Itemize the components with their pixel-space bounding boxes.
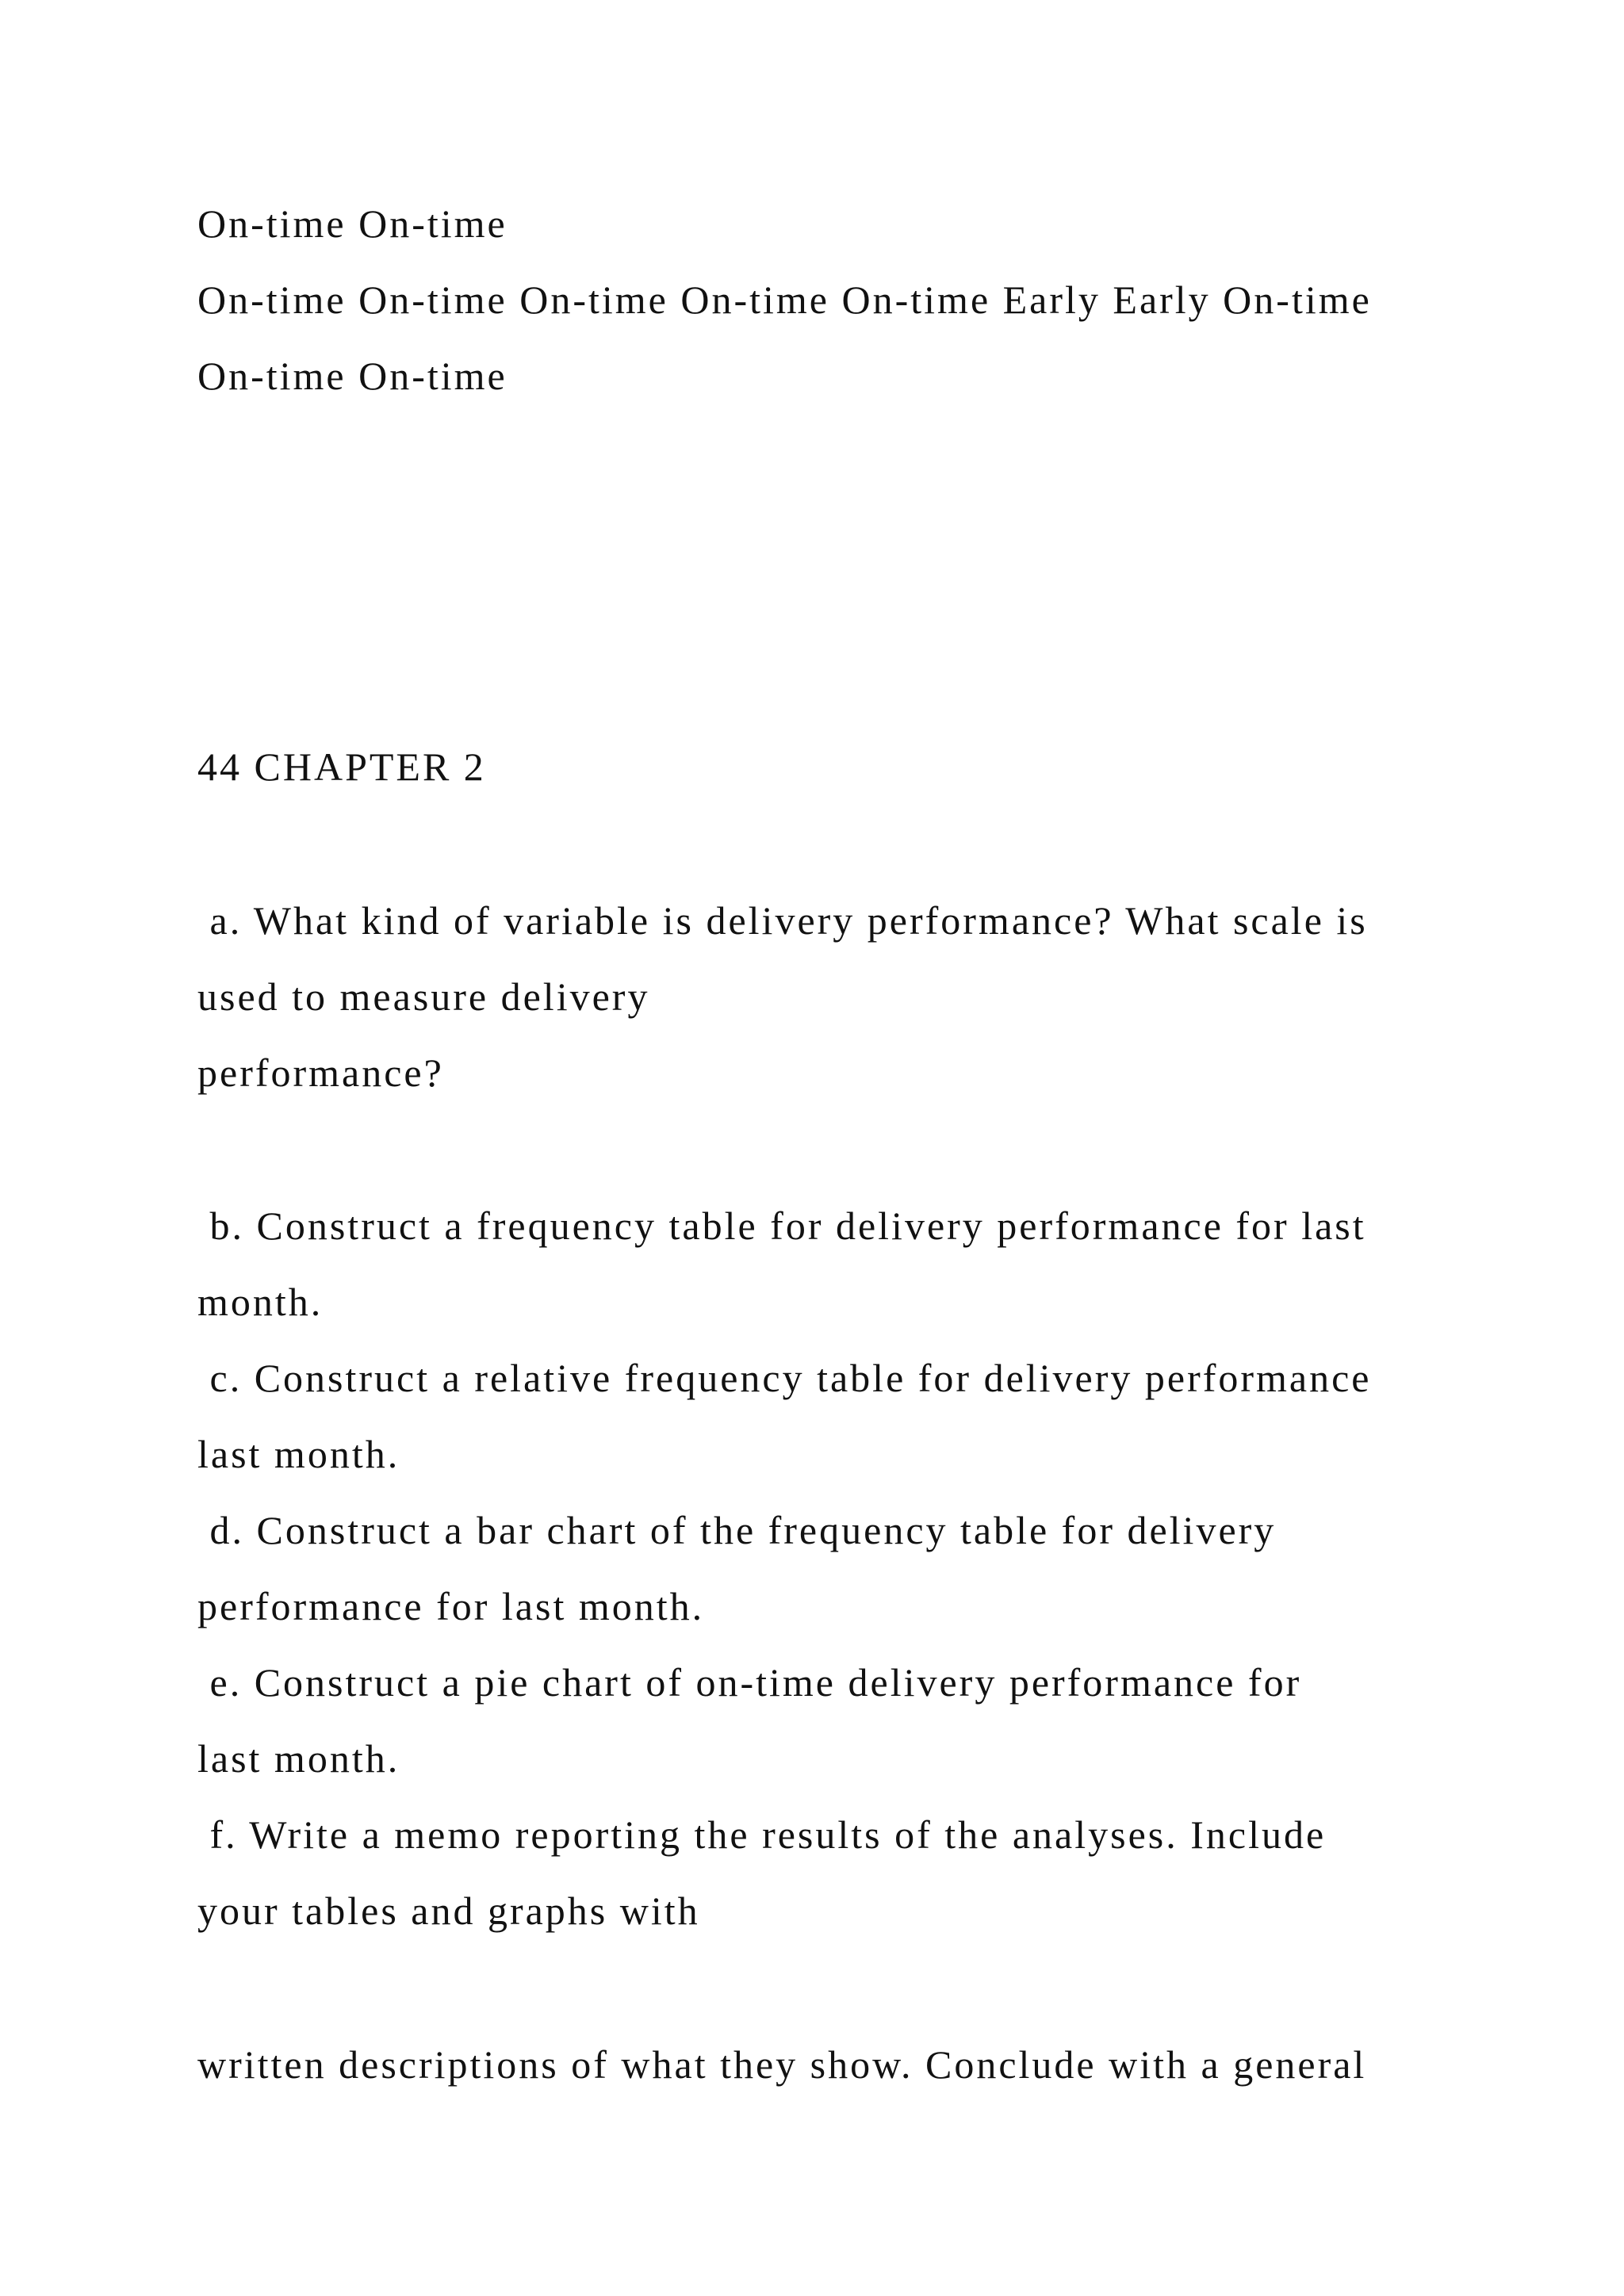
- chapter-heading: 44 CHAPTER 2: [197, 744, 486, 789]
- question-c-line-1: c. Construct a relative frequency table for delivery performance: [197, 1356, 1372, 1400]
- question-a-line-1: a. What kind of variable is delivery performance? What scale is: [197, 898, 1368, 943]
- question-e-line-2: last month.: [197, 1736, 400, 1781]
- question-e-line-1: e. Construct a pie chart of on-time delivery performance for: [197, 1660, 1302, 1705]
- question-a-line-3: performance?: [197, 1050, 444, 1095]
- data-line-3: On-time On-time: [197, 354, 508, 398]
- question-d-line-1: d. Construct a bar chart of the frequency table for delivery: [197, 1508, 1277, 1552]
- question-a-line-2: used to measure delivery: [197, 974, 650, 1019]
- question-f-line-3: written descriptions of what they show. Conclude with a general: [197, 2042, 1367, 2087]
- question-f-line-2: your tables and graphs with: [197, 1888, 700, 1933]
- question-b-line-2: month.: [197, 1280, 324, 1324]
- question-d-line-2: performance for last month.: [197, 1584, 705, 1628]
- question-b-line-1: b. Construct a frequency table for delivery performance for last: [197, 1203, 1366, 1248]
- question-f-line-1: f. Write a memo reporting the results of the analyses. Include: [197, 1812, 1327, 1857]
- data-line-1: On-time On-time: [197, 201, 508, 246]
- data-line-2: On-time On-time On-time On-time On-time Early Early On-time: [197, 277, 1372, 322]
- question-c-line-2: last month.: [197, 1432, 400, 1476]
